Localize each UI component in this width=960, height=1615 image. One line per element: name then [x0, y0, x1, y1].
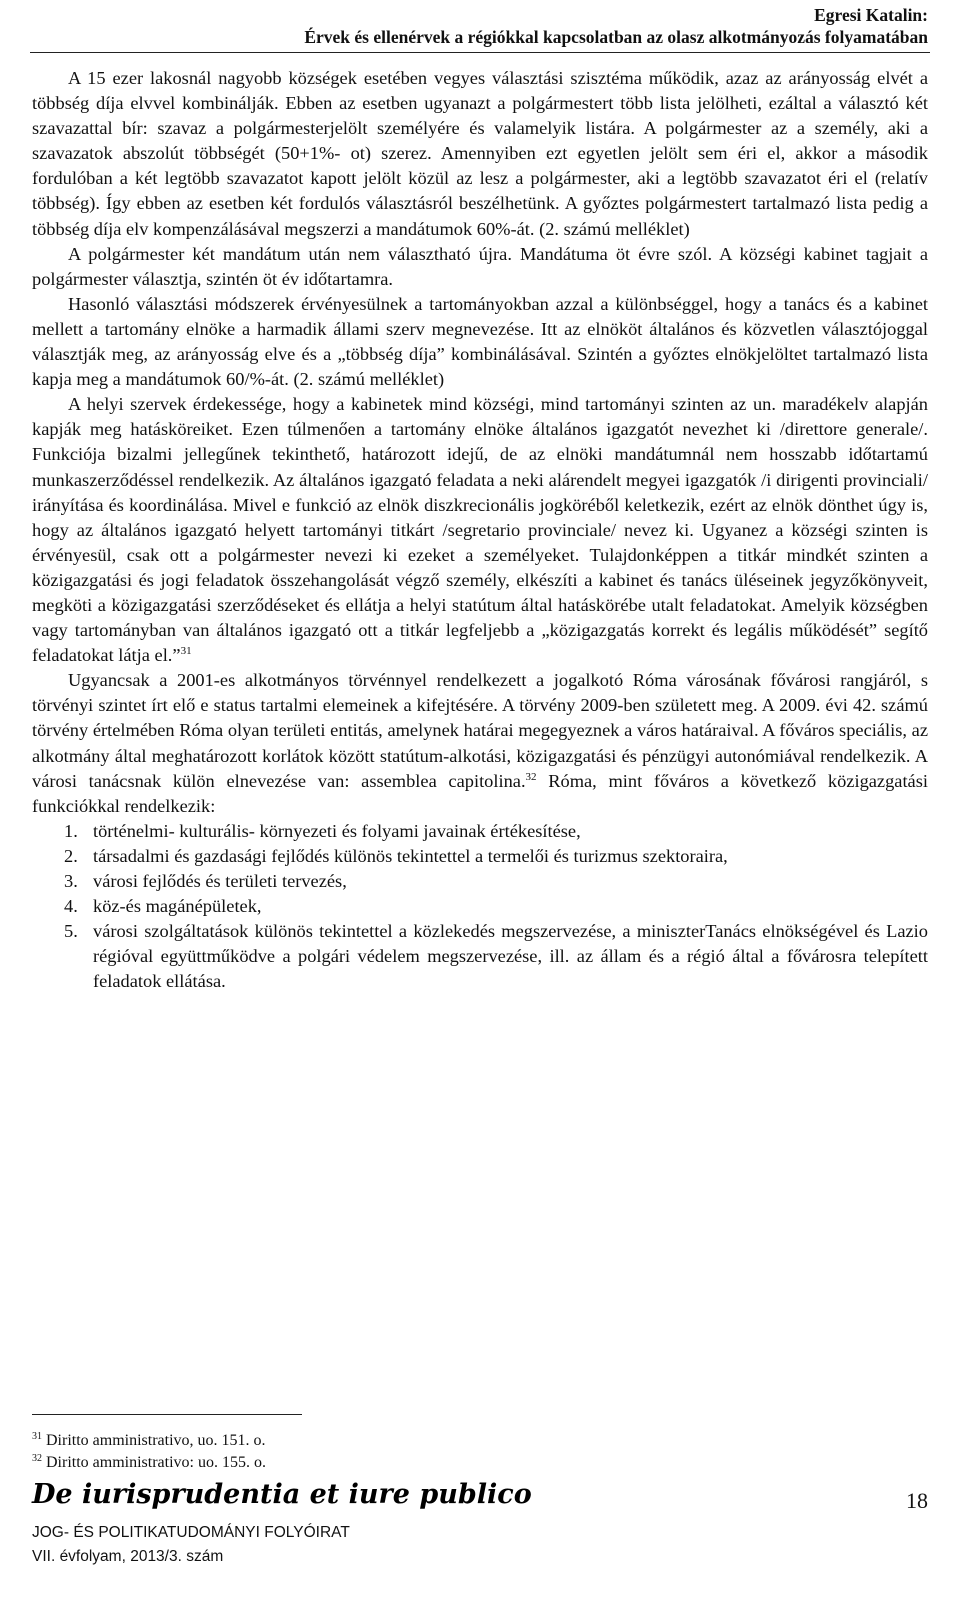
list-item	[32, 919, 928, 994]
paragraph	[32, 668, 928, 819]
header-author: Egresi Katalin:	[814, 5, 928, 25]
paragraph	[32, 66, 928, 242]
list-item	[32, 844, 928, 869]
footnote-reference[interactable]: 32	[525, 770, 537, 783]
paragraph-text: A helyi szervek érdekessége, hogy a kabinetek mind községi, mind tartományi szinten az un. maradékelv alapján kapják meg hatásköreiket. Ezen túlmenően a tartomány elnöke általános igazgatót nevezhet ki /direttore generale/. Funkciója bizalmi jellegűnek tekinthető, határozott idejű, de az elnöki mandátumnál nem hosszabb időtartamú munkaszerződéssel rendelkezik. Az általános igazgató feladata a neki alárendelt megyei igazgatók /i dirigenti provinciali/ irányítása és koordinálása. Mivel e funkció az elnök diszkrecionális jogköréből keletkezik, ezért az elnök dönthet úgy is, hogy az általános igazgató helyett tartományi titkárt /segretario provinciale/ nevez ki. Ugyanez a községi szinten is érvényesül, csak ott a polgármester nevezi ki ezeket a személyeket. Tulajdonképpen a titkár mindkét szinten a közigazgatási és jogi feladatok összehangolását végző személy, elkészíti a kabinet és tanács üléseinek jegyzőkönyveit, megköti a közigazgatási szerződéseket és ellátja a helyi statútum által hatáskörébe utalt feladatokat. Amelyik községben vagy tartományban van általános igazgató ott a titkár legfeljebb a „közigazgatás korrekt és legális működését” segítő feladatokat látja el.”	[32, 394, 928, 666]
paragraph-text: Hasonló választási módszerek érvényesülnek a tartományokban azzal a különbséggel, hogy a tanács és a kabinet mellett a tartomány elnöke a harmadik állami szerv megnevezése. Itt az elnököt általános és közvetlen választójoggal választják meg, az arányosság elve és a „többség díja” kombinálásával. Szintén a győztes elnökjelöltet tartalmazó lista kapja meg a mandátumok 60/%-át. (2. számú melléklet)	[32, 293, 928, 390]
footnote-reference[interactable]: 31	[180, 645, 192, 658]
footnotes	[32, 1430, 632, 1474]
list-item-text: történelmi- kulturális- környezeti és folyami javainak értékesítése,	[93, 820, 581, 841]
journal-volume: VII. évfolyam, 2013/3. szám	[32, 1548, 224, 1565]
footnote	[32, 1452, 632, 1474]
list-item-number: 2.	[64, 845, 78, 866]
list-item-number: 4.	[64, 896, 78, 917]
footnote-number: 32	[32, 1453, 42, 1464]
paragraph	[32, 242, 928, 292]
footnote-text: Diritto amministrativo, uo. 151. o.	[42, 1432, 266, 1449]
running-header	[304, 4, 928, 48]
body-text	[32, 66, 928, 994]
paragraph-text: Róma, mint főváros a következő közigazgatási funkciókkal rendelkezik:	[32, 770, 928, 816]
list-item-number: 3.	[64, 871, 78, 891]
paragraph-text: Ugyancsak a 2001-es alkotmányos törvénnyel rendelkezett a jogalkotó Róma városának fővárosi rangjáról, s törvényi szintet írt elő e status tartalmi elemeinek a kifejtésére. A törvény 2009-ben született meg. A 2009. évi 42. számú törvény értelmében Róma olyan területi entitás, amelynek határai megegyeznek a város határaival. A főváros speciális, az alkotmány által meghatározott korlátok között statútum-alkotási, közigazgatási és pénzügyi autonómiával rendelkezik. A városi tanácsnak külön elnevezése van: assemblea capitolina.	[32, 670, 928, 791]
header-rule	[30, 52, 930, 53]
list-item-number: 5.	[64, 921, 78, 942]
list-item-text: városi szolgáltatások különös tekintettel a közlekedés megszervezése, a miniszterTanács elnökségével és Lazio régióval együttműködve a polgári védelem megszervezése, ill. az állam és a régió által a fővárosra telepített feladatok ellátása.	[93, 921, 928, 992]
footnote	[32, 1430, 632, 1452]
list-item	[32, 869, 928, 894]
paragraph	[32, 292, 928, 392]
footnote-number: 31	[32, 1431, 42, 1442]
list-item	[32, 894, 928, 919]
list-item-number: 1.	[64, 820, 78, 841]
list-item	[32, 819, 928, 844]
footnote-text: Diritto amministrativo: uo. 155. o.	[42, 1454, 266, 1471]
list-item-text: köz-és magánépületek,	[93, 896, 262, 917]
journal-name: JOG- ÉS POLITIKATUDOMÁNYI FOLYÓIRAT	[32, 1524, 350, 1541]
list-item-text: társadalmi és gazdasági fejlődés különös tekintettel a termelői és turizmus szektoraira,	[93, 845, 728, 866]
page-number: 18	[906, 1488, 928, 1513]
journal-logo-title: De iurisprudentia et iure publico	[32, 1479, 532, 1510]
paragraphs	[32, 66, 928, 819]
list-item-text: városi fejlődés és területi tervezés,	[93, 871, 347, 891]
journal-info	[32, 1521, 350, 1569]
paragraph-text: A polgármester két mandátum után nem választható újra. Mandátuma öt évre szól. A községi kabinet tagjait a polgármester választja, szintén öt év időtartamra.	[32, 243, 928, 289]
footnote-rule	[32, 1414, 302, 1415]
paragraph	[32, 392, 928, 668]
paragraph-text: A 15 ezer lakosnál nagyobb községek esetében vegyes választási szisztéma működik, azaz az arányosság elvét a többség díja elvvel kombinálják. Ebben az esetben ugyanazt a polgármestert több lista jelölheti, ezáltal a választó két szavazattal bír: szavaz a polgármesterjelölt személyére és valamelyik listára. A polgármester az a személy, aki a szavazatok abszolút többségét (50+1%- ot) szerez. Amennyiben ezt egyetlen jelölt sem éri el, akkor a második fordulóban a két legtöbb szavazatot kapott jelölt közül az lesz a polgármester, aki a legtöbb szavazatot éri el (relatív többség). Így ebben az esetben két fordulós választásról beszélhetünk. A győztes polgármestert tartalmazó lista pedig a többség díja elv kompenzálásával megszerzi a mandátumok 60%-át. (2. számú melléklet)	[32, 68, 928, 239]
function-list	[32, 819, 928, 995]
header-title: Érvek és ellenérvek a régiókkal kapcsolatban az olasz alkotmányozás folyamatában	[304, 27, 928, 47]
